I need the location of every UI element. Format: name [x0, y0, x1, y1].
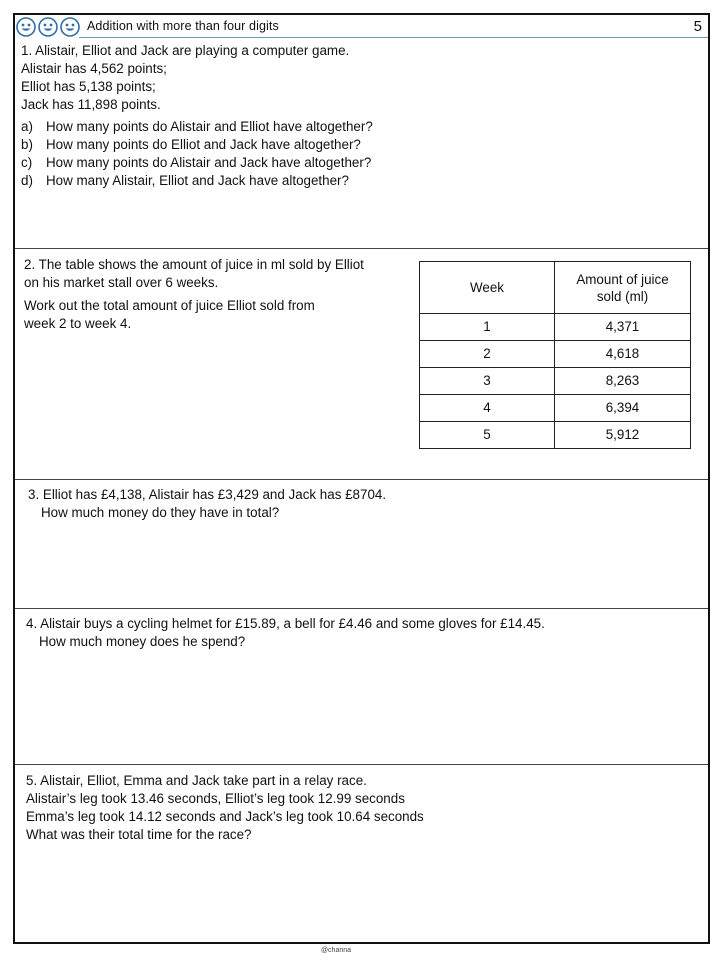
table-cell-amount: 4,371 [555, 314, 691, 341]
table-row [420, 422, 691, 449]
q1-part-label: b) [21, 137, 33, 152]
q2-text: 2. The table shows the amount of juice in ml sold by Elliot [24, 257, 364, 272]
table-row [420, 341, 691, 368]
q5-text: 5. Alistair, Elliot, Emma and Jack take part in a relay race. [26, 773, 367, 788]
table-cell-week: 3 [420, 368, 555, 395]
header-divider [79, 37, 708, 38]
question-1 [15, 39, 708, 249]
table-cell-amount: 5,912 [555, 422, 691, 449]
table-row [420, 368, 691, 395]
q1-part-label: a) [21, 119, 33, 134]
table-header-week: Week [420, 262, 555, 314]
worksheet-page [13, 13, 710, 944]
q4-text: 4. Alistair buys a cycling helmet for £15.89, a bell for £4.46 and some gloves for £14.45. [26, 616, 545, 631]
table-cell-amount: 8,263 [555, 368, 691, 395]
q1-part-text: How many points do Elliot and Jack have altogether? [46, 137, 361, 152]
question-3 [15, 480, 708, 609]
q5-text: Alistair’s leg took 13.46 seconds, Elliot’s leg took 12.99 seconds [26, 791, 405, 806]
q1-line: Alistair has 4,562 points; [21, 61, 167, 76]
worksheet-header [15, 15, 708, 39]
smiley-icon [38, 17, 58, 37]
q1-part-label: c) [21, 155, 33, 170]
q2-text: Work out the total amount of juice Elliot sold from [24, 298, 315, 313]
table-header-row [420, 262, 691, 314]
q1-part [21, 136, 708, 154]
q1-part-text: How many Alistair, Elliot and Jack have altogether? [46, 173, 349, 188]
q1-intro: 1. Alistair, Elliot and Jack are playing a computer game. [21, 43, 350, 58]
smiley-icon [16, 17, 36, 37]
table-header-amount [555, 262, 691, 314]
q1-part [21, 154, 708, 172]
q2-text: on his market stall over 6 weeks. [24, 275, 219, 290]
q1-line: Jack has 11,898 points. [21, 97, 161, 112]
q1-line: Elliot has 5,138 points; [21, 79, 156, 94]
footer-credit: @channa [320, 947, 352, 954]
q5-text: Emma’s leg took 14.12 seconds and Jack’s leg took 10.64 seconds [26, 809, 424, 824]
table-row [420, 314, 691, 341]
table-cell-week: 4 [420, 395, 555, 422]
smiley-icons [16, 17, 80, 37]
q1-parts [21, 118, 708, 190]
table-cell-week: 2 [420, 341, 555, 368]
table-cell-amount: 6,394 [555, 395, 691, 422]
worksheet-title: Addition with more than four digits [87, 19, 279, 33]
smiley-icon [60, 17, 80, 37]
q4-text: How much money does he spend? [39, 634, 246, 649]
question-5 [15, 765, 708, 942]
page-number: 5 [693, 18, 702, 35]
juice-sales-table [419, 261, 691, 449]
q5-text: What was their total time for the race? [26, 827, 252, 842]
q3-text: How much money do they have in total? [41, 505, 280, 520]
q2-text: week 2 to week 4. [24, 316, 132, 331]
q1-part-text: How many points do Alistair and Jack have altogether? [46, 155, 372, 170]
table-cell-week: 1 [420, 314, 555, 341]
table-header-amount-label: Amount of juice sold (ml) [576, 271, 669, 304]
table-row [420, 395, 691, 422]
table-cell-amount: 4,618 [555, 341, 691, 368]
question-4 [15, 609, 708, 765]
q1-part [21, 172, 708, 190]
question-2 [15, 249, 708, 480]
table-cell-week: 5 [420, 422, 555, 449]
q3-text: 3. Elliot has £4,138, Alistair has £3,429 and Jack has £8704. [28, 487, 387, 502]
q1-part-text: How many points do Alistair and Elliot have altogether? [46, 119, 373, 134]
q1-part [21, 118, 708, 136]
q1-part-label: d) [21, 173, 33, 188]
